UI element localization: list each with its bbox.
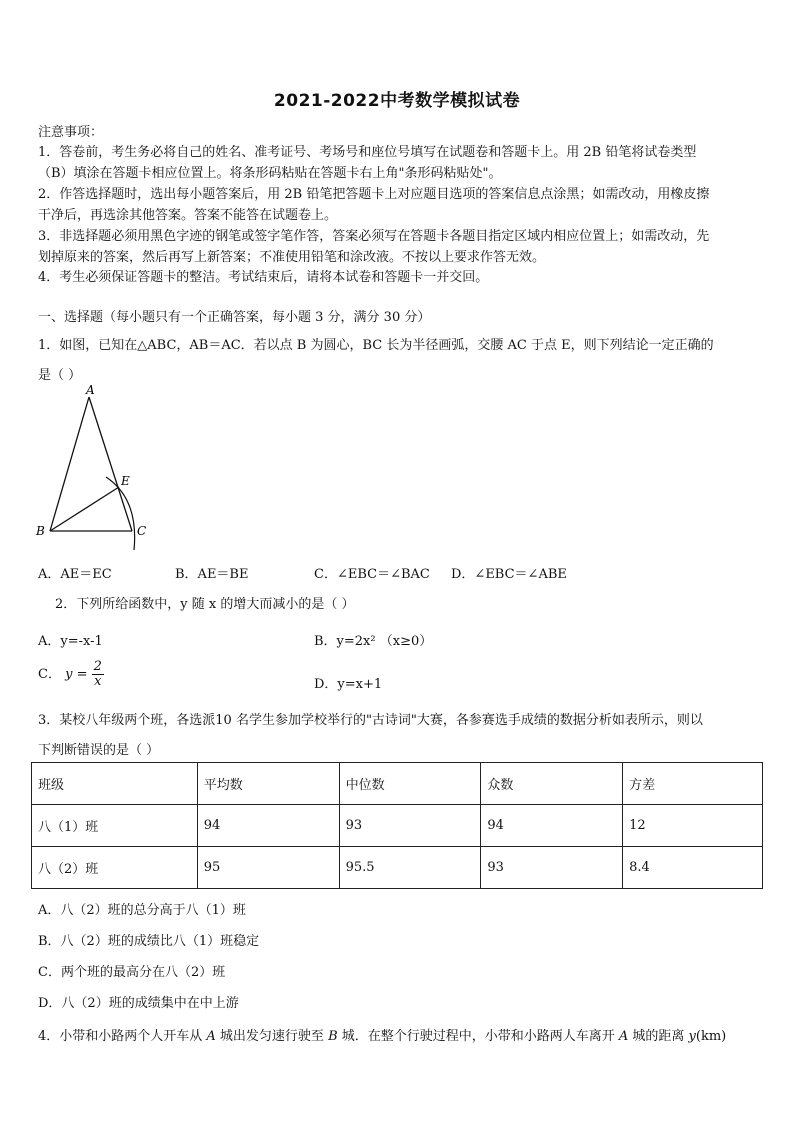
q2-option-a: A．y=-x-1 [38,634,103,649]
note-1-line-1: 1．答卷前，考生务必将自己的姓名、准考证号、考场号和座位号填写在试题卷和答题卡上。用 2B 铅笔将试卷类型 [38,145,697,160]
table-cell: 93 [339,805,481,847]
fraction-denominator: x [94,674,102,689]
q1-triangle-figure [34,384,156,554]
q4-city-a-2: A [618,1029,629,1044]
q1-stem-line-2: 是（ ） [38,368,82,383]
fraction-numerator: 2 [93,659,102,674]
q3-option-d: D．八（2）班的成绩集中在中上游 [38,996,239,1011]
header-cell: 中位数 [339,763,481,805]
table-cell: 8.4 [623,847,763,889]
q4-text-4: 城的距离 [628,1029,689,1044]
q3-stem-line-1: 3．某校八年级两个班，各选派10 名学生参加学校举行的"古诗词"大赛，各参赛选手成绩的数据分析如表所示，则以 [38,713,703,728]
q4-text-3: 城．在整个行驶过程中，小带和小路两人车离开 [337,1029,619,1044]
table-cell: 八（2）班 [32,847,198,889]
table-header-row [32,763,763,805]
header-cell: 班级 [32,763,198,805]
q2-option-c-label: C． [38,667,61,682]
q4-city-b: B [328,1029,338,1044]
section-heading: 一、选择题（每小题只有一个正确答案，每小题 3 分，满分 30 分） [38,310,431,325]
table-cell: 12 [623,805,763,847]
label-c: C [137,524,147,538]
table-row [32,805,763,847]
q2-option-c-lhs: y = [65,667,88,682]
q4-var-y: y [688,1029,696,1044]
label-e: E [121,474,130,488]
side-ab [50,397,89,531]
table-cell: 94 [481,805,623,847]
table-row [32,847,763,889]
q2-option-b: B．y=2x² （x≥0） [314,634,433,649]
header-cell: 平均数 [197,763,339,805]
q2-stem: 2．下列所给函数中，y 随 x 的增大而减小的是（ ） [55,597,355,612]
note-4: 4．考生必须保证答题卡的整洁。考试结束后，请将本试卷和答题卡一并交回。 [38,270,489,285]
note-1-line-2: （B）填涂在答题卡相应位置上。将条形码粘贴在答题卡右上角"条形码粘贴处"。 [38,166,502,181]
q2-option-c [38,660,104,689]
q1-option-a: A．AE＝EC [38,567,112,582]
table-cell: 94 [197,805,339,847]
side-ac [89,397,132,531]
q4-stem [38,1025,726,1044]
q1-option-c: C．∠EBC＝∠BAC [314,567,430,582]
q1-option-b: B．AE＝BE [175,567,249,582]
label-b: B [36,524,45,538]
q3-option-b: B．八（2）班的成绩比八（1）班稳定 [38,934,260,949]
header-cell: 方差 [623,763,763,805]
q3-stem-line-2: 下判断错误的是（ ） [38,743,160,758]
table-cell: 八（1）班 [32,805,198,847]
table-cell: 95 [197,847,339,889]
note-2-line-1: 2．作答选择题时，选出每小题答案后，用 2B 铅笔把答题卡上对应题目选项的答案信息点涂黑；如需改动，用橡皮擦 [38,187,710,202]
note-3-line-1: 3．非选择题必须用黑色字迹的钢笔或签字笔作答，答案必须写在答题卡各题目指定区域内相应位置上；如需改动，先 [38,229,710,244]
q4-text-2: 城出发匀速行驶至 [215,1029,329,1044]
q3-option-c: C．两个班的最高分在八（2）班 [38,965,226,980]
q4-text-1: 4．小带和小路两个人开车从 [38,1029,207,1044]
q1-option-d: D．∠EBC＝∠ABE [451,567,567,582]
q2-option-c-fraction [92,660,104,689]
note-2-line-2: 干净后，再选涂其他答案。答案不能答在试题卷上。 [38,208,338,223]
notes-heading: 注意事项： [38,125,104,140]
page-title: 2021-2022中考数学模拟试卷 [273,91,521,111]
header-cell: 众数 [481,763,623,805]
q3-option-a: A．八（2）班的总分高于八（1）班 [38,903,246,918]
q4-unit: (km) [695,1029,727,1044]
q3-score-table [31,762,763,889]
q4-city-a: A [206,1029,216,1044]
table-cell: 93 [481,847,623,889]
label-a: A [86,384,95,397]
q2-option-d: D．y=x+1 [314,677,383,692]
q1-stem-line-1: 1．如图，已知在△ABC，AB＝AC．若以点 B 为圆心，BC 长为半径画弧，交腰 AC 于点 E，则下列结论一定正确的 [38,338,714,353]
table-cell: 95.5 [339,847,481,889]
note-3-line-2: 划掉原来的答案，然后再写上新答案；不准使用铅笔和涂改液。不按以上要求作答无效。 [38,250,546,265]
